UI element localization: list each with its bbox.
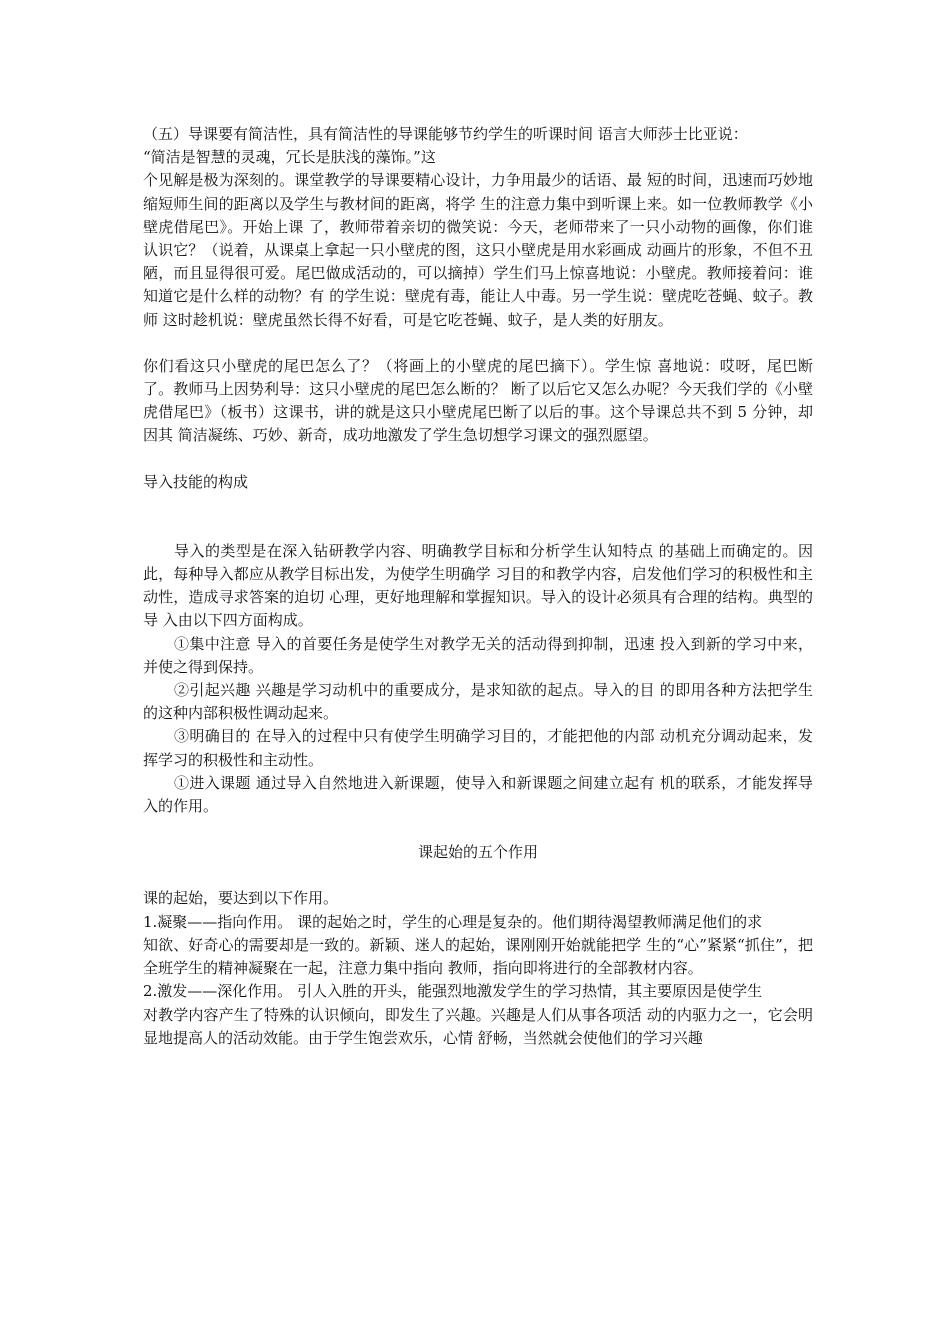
document-page (143, 123, 813, 1050)
section2-item-1: ①集中注意 导入的首要任务是使学生对教学无关的活动得到抑制，迅速 投入到新的学习中来，并使之得到保持。 (143, 634, 813, 676)
section1-paragraph-b: 个见解是极为深刻的。课堂教学的导课要精心设计，力争用最少的话语、最 短的时间，迅速而巧妙地缩短师生间的距离以及学生与教材间的距离，将学 生的注意力集中到听课上来。如一位教师教学《小壁虎借尾巴》。开始上课 了，教师带着亲切的微笑说：今天，老师带来了一只小动物的画像，你们谁 认识它？（说着，从课桌上拿起一只小壁虎的图，这只小壁虎是用水彩画成 动画片的形象，不但不丑陋，而且显得很可爱。尾巴做成活动的，可以摘掉）学生们马上惊喜地说：小壁虎。教师接着问：谁知道它是什么样的动物？有 的学生说：壁虎有毒，能让人中毒。另一学生说：壁虎吃苍蝇、蚊子。教师 这时趁机说：壁虎虽然长得不好看，可是它吃苍蝇、蚊子，是人类的好朋友。 (143, 171, 813, 329)
section3-point2-rest: 对教学内容产生了特殊的认识倾向，即发生了兴趣。兴趣是人们从事各项活 动的内驱力之一，它会明显地提高人的活动效能。由于学生饱尝欢乐，心情 舒畅，当然就会使他们的学习兴趣 (143, 1005, 813, 1047)
section2-item-4: ①进入课题 通过导入自然地进入新课题，使导入和新课题之间建立起有 机的联系，才能发挥导入的作用。 (143, 773, 813, 816)
section1-paragraph-a-line1: （五）导课要有简洁性，具有简洁性的导课能够节约学生的听课时间 语言大师莎士比亚说： (143, 125, 748, 143)
paragraph-spacer (143, 864, 813, 887)
section2-heading: 导入技能的构成 (143, 472, 249, 491)
section3-point1-rest: 知欲、好奇心的需要却是一致的。新颖、迷人的起始，课刚刚开始就能把学 生的“心”紧紧“抓住”，把全班学生的精神凝聚在一起，注意力集中指向 教师，指向即将进行的全部教材内容。 (143, 935, 813, 978)
section3-intro-line: 课的起始，要达到以下作用。 (143, 889, 339, 908)
section2-intro-paragraph: 导入的类型是在深入钻研教学内容、明确教学目标和分析学生认知特点 的基础上而确定的。因此，每种导入都应从教学目标出发，为使学生明确学 习目的和教学内容，启发他们学习的积极性和主动性，造成寻求答案的迫切 心理，更好地理解和掌握知识。导入的设计必须具有合理的结构。典型的导 入由以下四方面构成。 (143, 541, 813, 630)
paragraph-spacer (143, 332, 813, 355)
section3-title: 课起始的五个作用 (417, 843, 538, 862)
paragraph-spacer (143, 494, 813, 540)
section3-point2-line1: 2.激发——深化作用。 引人入胜的开头，能强烈地激发学生的学习热情，其主要原因是使学生 (143, 982, 763, 1001)
section3-point1-line1: 1.凝聚——指向作用。 课的起始之时，学生的心理是复杂的。他们期待渴望教师满足他们的求 (143, 912, 763, 931)
section1-paragraph-c: 你们看这只小壁虎的尾巴怎么了？（将画上的小壁虎的尾巴摘下）。学生惊 喜地说：哎呀，尾巴断了。教师马上因势利导：这只小壁虎的尾巴怎么断的？ 断了以后它又怎么办呢？今天我们学的《小壁虎借尾巴》（板书）这课书，讲的就是这只小壁虎尾巴断了以后的事。这个导课总共不到 5 分钟，却因其 简洁凝练、巧妙、新奇，成功地激发了学生急切想学习课文的强烈愿望。 (143, 356, 813, 445)
section2-item-3: ③明确目的 在导入的过程中只有使学生明确学习目的，才能把他的内部 动机充分调动起来，发挥学习的积极性和主动性。 (143, 727, 813, 769)
paragraph-spacer (143, 448, 813, 471)
section2-item-2: ②引起兴趣 兴趣是学习动机中的重要成分，是求知欲的起点。导入的目 的即用各种方法把学生的这种内部积极性调动起来。 (143, 681, 813, 723)
section1-paragraph-a-line2: “简洁是智慧的灵魂，冗长是肤浅的藻饰。”这 (143, 148, 436, 167)
paragraph-spacer (143, 818, 813, 841)
